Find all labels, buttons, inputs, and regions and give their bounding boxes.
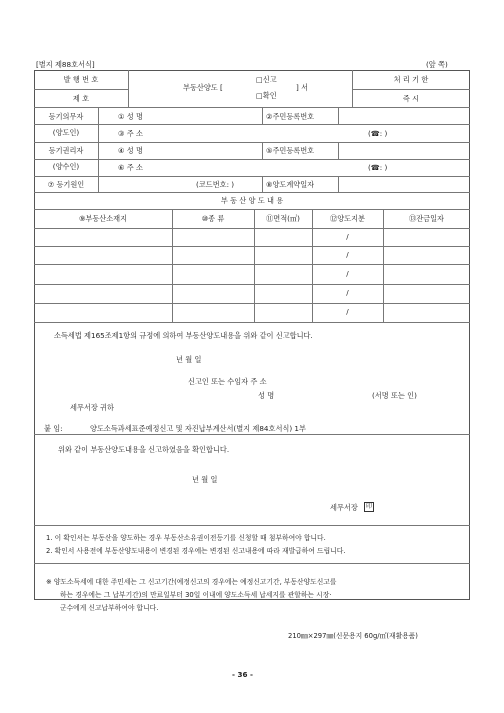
warning-line-2: 하는 경우에는 그 납부기간)의 만료일부터 30일 이내에 양도소득세 납세지를 관할하는 시장· — [60, 591, 332, 599]
obligor-phone: (☎: ) — [368, 129, 388, 138]
form-number: [별지 제88호서식] — [36, 60, 95, 69]
obligor-name-label: ① 성 명 — [118, 112, 143, 121]
table-row-share: / — [346, 307, 349, 316]
table-row-share: / — [346, 250, 349, 259]
holder-name-label: ④ 성 명 — [118, 146, 143, 155]
applicant-name-label: 성 명 — [258, 391, 275, 400]
cause-code: (코드번호: ) — [196, 180, 235, 189]
table-row-share: / — [346, 269, 349, 278]
confirmation-date: 년 월 일 — [192, 475, 218, 484]
obligor-address-label: ③ 주 소 — [118, 129, 143, 138]
contract-date-label: ⑧양도계약일자 — [266, 180, 315, 189]
holder-reg-no-label: ⑤주민등록번호 — [266, 146, 315, 155]
paper-spec: 210㎜×297㎜(신문용지 60g/㎡(재활용품) — [288, 632, 418, 640]
form-title-tail: ] 서 — [296, 83, 309, 92]
option-confirm[interactable]: □확인 — [256, 91, 277, 100]
obligor-label: 등기의무자 — [48, 112, 84, 121]
warning-line-1: ※ 양도소득세에 대한 주민세는 그 신고기간(예정신고의 경우에는 예정신고기간, 부동산양도신고를 — [46, 578, 337, 586]
col-type: ⑩종 류 — [201, 214, 225, 223]
issue-number-label: 제 호 — [72, 94, 90, 103]
col-area: ⑪면적(㎡) — [266, 214, 300, 223]
property-section-title: 부 동 산 양 도 내 용 — [220, 196, 284, 205]
declaration-date: 년 월 일 — [176, 355, 202, 364]
table-row-share: / — [346, 232, 349, 241]
processing-period-value: 즉 시 — [402, 94, 420, 103]
note-2: 2. 확인서 사용전에 부동산양도내용이 변경된 경우에는 변경된 신고내용에 따라 재발급하여 드립니다. — [46, 547, 346, 555]
seal-icon: 印 — [365, 503, 372, 510]
holder-address-label: ⑥ 주 소 — [118, 163, 143, 172]
col-share: ⑫양도지분 — [330, 214, 365, 223]
attachment-label: 붙 임: — [44, 424, 63, 433]
declaration-statement: 소득세법 제165조제1항의 규정에 의하여 부동산양도내용을 위와 같이 신고합니다. — [54, 331, 313, 340]
cause-label: ⑦ 등기원인 — [47, 180, 85, 189]
tax-office-chief: 세무서장 — [330, 503, 358, 512]
processing-period-label: 처 리 기 한 — [393, 75, 429, 84]
option-report[interactable]: □신고 — [256, 75, 277, 84]
obligor-reg-no-label: ②주민등록번호 — [266, 112, 315, 121]
applicant-address-label: 신고인 또는 수임자 주 소 — [188, 377, 267, 386]
confirmation-statement: 위와 같이 부동산양도내용을 신고하였음을 확인합니다. — [58, 445, 230, 454]
table-row-share: / — [346, 288, 349, 297]
col-location: ⑨부동산소재지 — [78, 214, 128, 223]
attachment-text: 양도소득과세표준예정신고 및 자진납부계산서(별지 제84호서식) 1부 — [90, 424, 306, 433]
holder-label: 등기권리자 — [48, 146, 84, 155]
holder-phone: (☎: ) — [368, 163, 388, 172]
receipt-number-label: 발 행 번 호 — [63, 75, 99, 84]
addressee: 세무서장 귀하 — [70, 403, 114, 412]
page-number: - 36 - — [232, 670, 253, 679]
col-balance-date: ⑬잔금일자 — [409, 214, 444, 223]
warning-line-3: 군수에게 신고납부하여야 합니다. — [60, 604, 159, 612]
holder-sublabel: (양수인) — [52, 162, 80, 171]
page-side-label: (앞 쪽) — [426, 60, 448, 69]
note-1: 1. 이 확인서는 부동산을 양도하는 경우 부동산소유권이전등기를 신청할 때 첨부하여야 합니다. — [46, 534, 326, 542]
form-title: 부동산양도 [ — [183, 83, 223, 92]
signature-mark: (서명 또는 인) — [372, 391, 417, 400]
obligor-sublabel: (양도인) — [52, 128, 80, 137]
